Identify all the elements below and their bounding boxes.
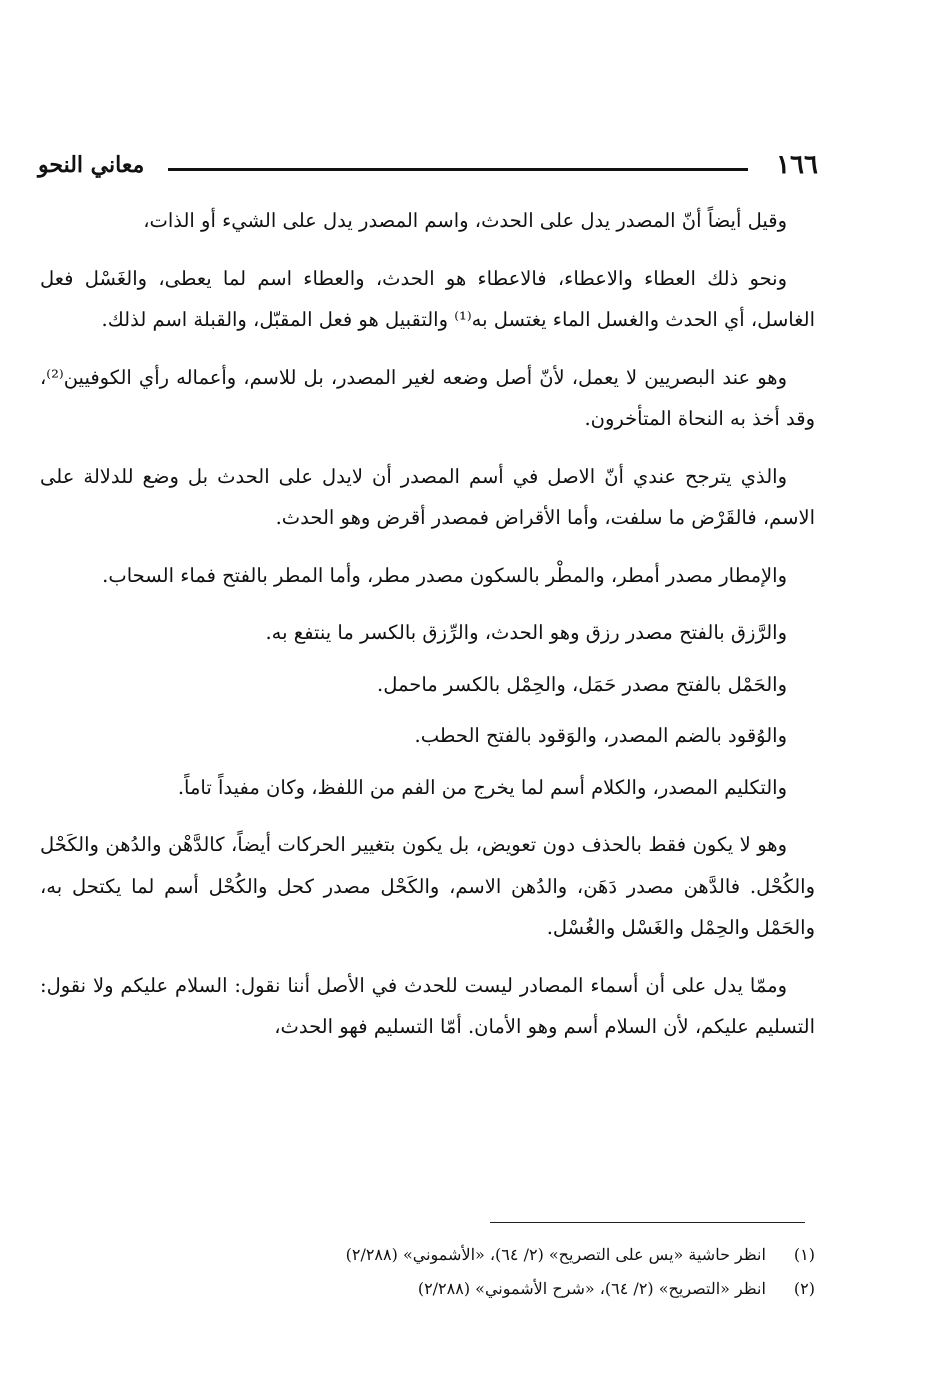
paragraph: وهو عند البصريين لا يعمل، لأنّ أصل وضعه لغير المصدر، بل للاسم، وأعماله رأي الكوفيين⁽²⁾، وقد أخذ به النحاة المتأخرون. xyxy=(40,365,815,430)
paragraph: والتكليم المصدر، والكلام أسم لما يخرج من الفم من اللفظ، وكان مفيداً تاماً. xyxy=(177,775,787,799)
footnote xyxy=(40,1272,815,1306)
paragraph: والرَّزق بالفتح مصدر رزق وهو الحدث، والرِّزق بالكسر ما ينتفع به. xyxy=(265,621,787,644)
footnote-rule xyxy=(490,1222,805,1223)
paragraph: والحَمْل بالفتح مصدر حَمَل، والحِمْل بالكسر ماحمل. xyxy=(377,672,787,696)
footnote-number: (١) xyxy=(793,1245,815,1264)
footnote xyxy=(40,1238,815,1272)
paragraph: والإمطار مصدر أمطر، والمطْر بالسكون مصدر مطر، وأما المطر بالفتح فماء السحاب. xyxy=(102,563,787,587)
footnote-number: (٢) xyxy=(793,1279,815,1298)
paragraph: والوُقود بالضم المصدر، والوَقود بالفتح الحطب. xyxy=(414,724,787,747)
paragraph: وقيل أيضاً أنّ المصدر يدل على الحدث، واسم المصدر يدل على الشيء أو الذات، xyxy=(143,209,787,232)
paragraph: وهو لا يكون فقط بالحذف دون تعويض، بل يكون بتغيير الحركات أيضاً، كالدَّهْن والدُهن والكَحْل والكُحْل. فالدَّهن مصدر دَهَن، والدُهن الاسم، والكَحْل مصدر كحل والكُحْل أسم لما يكتحل به، والحَمْل والحِمْل والغَسْل والغُسْل. xyxy=(40,833,815,939)
footnote-text: انظر «التصريح» (٢/ ٦٤)، «شرح الأشموني» (٢/٢٨٨) xyxy=(417,1279,766,1298)
paragraph: وممّا يدل على أن أسماء المصادر ليست للحدث في الأصل أننا نقول: السلام عليكم ولا نقول: التسليم عليكم، لأن السلام أسم وهو الأمان. أمّا التسليم فهو الحدث، xyxy=(40,973,815,1038)
footnotes xyxy=(40,1238,815,1306)
paragraph: ونحو ذلك العطاء والاعطاء، فالاعطاء هو الحدث، والعطاء اسم لما يعطى، والغَسْل فعل الغاسل، أي الحدث والغسل الماء يغتسل به⁽¹⁾ والتقبيل هو فعل المقبّل، والقبلة اسم لذلك. xyxy=(40,266,815,331)
paragraph: والذي يترجح عندي أنّ الاصل في أسم المصدر أن لايدل على الحدث بل وضع للدلالة على الاسم، فالقَرْض ما سلفت، وأما الأقراض فمصدر أقرض وهو الحدث. xyxy=(40,464,815,529)
page-header xyxy=(38,150,828,190)
page-number: ١٦٦ xyxy=(776,150,818,180)
body-text xyxy=(40,200,815,1064)
header-rule xyxy=(168,168,748,171)
running-title: معاني النحو xyxy=(38,152,145,178)
footnote-text: انظر حاشية «يس على التصريح» (٢/ ٦٤)، «الأشموني» (٢/٢٨٨) xyxy=(345,1245,766,1264)
